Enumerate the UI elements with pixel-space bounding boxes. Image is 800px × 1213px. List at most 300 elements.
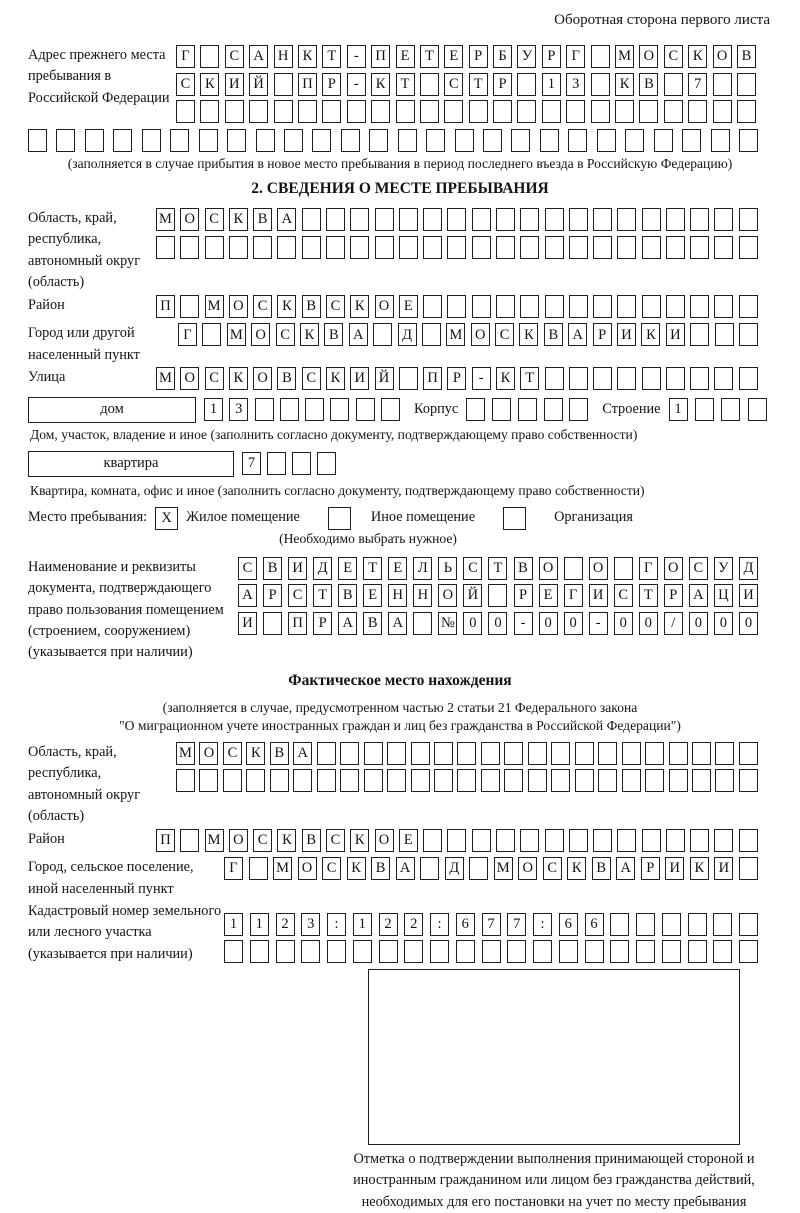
char-cell [364, 742, 383, 765]
char-cell: А [349, 323, 368, 346]
char-cell: 0 [639, 612, 658, 635]
char-cell [411, 769, 430, 792]
char-cell [625, 129, 644, 152]
char-cell: Д [445, 857, 464, 880]
char-cell [420, 73, 439, 96]
char-cell [347, 100, 366, 123]
char-cell [714, 295, 733, 318]
char-cell: П [423, 367, 442, 390]
char-row-doc-3 [238, 612, 758, 635]
char-cell [690, 236, 709, 259]
char-cell: Р [593, 323, 612, 346]
char-cell [669, 769, 688, 792]
char-cell [369, 129, 388, 152]
char-cell [430, 940, 449, 963]
char-cell [520, 236, 539, 259]
char-row-cadastre-1 [224, 913, 758, 936]
char-cell: А [238, 584, 257, 607]
char-cell [617, 829, 636, 852]
char-cell: Е [396, 45, 415, 68]
char-cell: С [176, 73, 195, 96]
char-cell [302, 236, 321, 259]
char-cell [493, 100, 512, 123]
char-cell [739, 367, 758, 390]
char-cell [250, 940, 269, 963]
char-cell: О [253, 367, 272, 390]
char-cell [340, 769, 359, 792]
char-cell: М [446, 323, 465, 346]
char-cell: С [253, 829, 272, 852]
char-cell [156, 236, 175, 259]
char-cell: 2 [276, 913, 295, 936]
char-cell [280, 398, 299, 421]
char-cell: К [519, 323, 538, 346]
char-cell [642, 829, 661, 852]
house-row [28, 397, 772, 423]
stay-type-checkbox-other [328, 507, 351, 530]
char-cell [364, 769, 383, 792]
char-cell: И [617, 323, 636, 346]
char-cell: В [639, 73, 658, 96]
actual-region-block [28, 742, 772, 828]
char-cell [447, 208, 466, 231]
char-cell: С [614, 584, 633, 607]
char-cell: 0 [564, 612, 583, 635]
section2-title: 2. СВЕДЕНИЯ О МЕСТЕ ПРЕБЫВАНИЯ [251, 180, 549, 197]
char-cell [444, 100, 463, 123]
char-cell [593, 367, 612, 390]
char-row-doc-2 [238, 584, 758, 607]
char-cell: 3 [229, 398, 248, 421]
char-cell [739, 940, 758, 963]
char-cell [301, 940, 320, 963]
char-cell: - [347, 73, 366, 96]
char-cell [520, 208, 539, 231]
char-cell [404, 940, 423, 963]
char-cell [422, 323, 441, 346]
char-cell [713, 913, 732, 936]
char-cell [545, 208, 564, 231]
char-cell: С [223, 742, 242, 765]
city-block [28, 323, 772, 366]
char-cell [492, 398, 511, 421]
char-cell: С [322, 857, 341, 880]
char-cell [246, 769, 265, 792]
char-cell [205, 236, 224, 259]
char-cell [598, 742, 617, 765]
char-cell [520, 295, 539, 318]
char-cell [645, 742, 664, 765]
doc-rights-label: Наименование и реквизиты документа, подтверждающего право пользования помещением (строением, сооружением) (указывается при наличии) [28, 558, 224, 661]
char-cell: Г [566, 45, 585, 68]
char-cell [434, 769, 453, 792]
char-cell: К [567, 857, 586, 880]
char-cell: А [338, 612, 357, 635]
char-cell: Р [469, 45, 488, 68]
char-cell: М [205, 829, 224, 852]
char-cell: 0 [539, 612, 558, 635]
char-cell: И [666, 323, 685, 346]
char-cell: В [592, 857, 611, 880]
char-cell [593, 208, 612, 231]
char-cell [305, 398, 324, 421]
char-row-prev-3 [176, 100, 756, 123]
char-cell [666, 829, 685, 852]
char-cell: К [277, 295, 296, 318]
char-cell [682, 129, 701, 152]
char-cell: К [347, 857, 366, 880]
char-cell [274, 100, 293, 123]
char-cell [690, 295, 709, 318]
char-cell [569, 295, 588, 318]
char-cell: К [350, 829, 369, 852]
char-cell [469, 857, 488, 880]
char-cell [517, 73, 536, 96]
char-cell [381, 398, 400, 421]
char-cell [426, 129, 445, 152]
char-cell: К [350, 295, 369, 318]
char-cell: И [225, 73, 244, 96]
char-cell: П [156, 295, 175, 318]
char-cell [447, 829, 466, 852]
char-cell: 6 [559, 913, 578, 936]
actual-location-title: Фактическое место нахождения [288, 671, 512, 689]
char-cell: С [463, 557, 482, 580]
char-cell: 1 [669, 398, 688, 421]
char-cell: И [739, 584, 758, 607]
char-cell [662, 913, 681, 936]
char-cell: - [347, 45, 366, 68]
char-cell [302, 208, 321, 231]
char-cell: Т [488, 557, 507, 580]
char-cell [200, 100, 219, 123]
char-cell [293, 769, 312, 792]
char-cell: М [615, 45, 634, 68]
char-cell: К [615, 73, 634, 96]
char-cell [715, 323, 734, 346]
char-row-house [204, 398, 400, 421]
char-cell [642, 295, 661, 318]
char-row-actual-city [224, 857, 758, 880]
char-cell [496, 208, 515, 231]
char-cell [666, 367, 685, 390]
char-cell [481, 742, 500, 765]
char-cell: К [277, 829, 296, 852]
char-cell: О [199, 742, 218, 765]
char-cell [642, 367, 661, 390]
char-cell: С [205, 208, 224, 231]
char-cell: К [326, 367, 345, 390]
char-cell: А [293, 742, 312, 765]
char-cell [227, 129, 246, 152]
char-cell: С [225, 45, 244, 68]
char-cell: О [180, 367, 199, 390]
char-cell: К [496, 367, 515, 390]
char-cell [636, 940, 655, 963]
char-cell [170, 129, 189, 152]
char-cell [496, 295, 515, 318]
char-cell [739, 323, 758, 346]
char-cell: 1 [204, 398, 223, 421]
char-cell: : [430, 913, 449, 936]
char-cell: М [156, 208, 175, 231]
char-cell: Ь [438, 557, 457, 580]
char-cell [617, 208, 636, 231]
char-cell: 0 [463, 612, 482, 635]
char-cell [340, 742, 359, 765]
char-cell: С [495, 323, 514, 346]
char-cell [528, 742, 547, 765]
char-cell [199, 129, 218, 152]
char-cell [713, 73, 732, 96]
char-cell [690, 829, 709, 852]
char-cell [518, 398, 537, 421]
char-cell: Р [664, 584, 683, 607]
char-cell [569, 236, 588, 259]
char-cell: Г [564, 584, 583, 607]
char-cell [341, 129, 360, 152]
char-cell: Е [539, 584, 558, 607]
char-cell [569, 398, 588, 421]
char-cell: В [338, 584, 357, 607]
char-cell: О [639, 45, 658, 68]
char-cell [551, 742, 570, 765]
char-cell [739, 913, 758, 936]
char-cell: М [227, 323, 246, 346]
char-cell [488, 584, 507, 607]
char-cell [715, 769, 734, 792]
char-cell: Г [639, 557, 658, 580]
char-cell: 6 [456, 913, 475, 936]
char-cell: К [688, 45, 707, 68]
char-cell [330, 398, 349, 421]
char-cell [398, 129, 417, 152]
char-cell [411, 742, 430, 765]
char-cell [472, 295, 491, 318]
char-cell [423, 295, 442, 318]
char-cell [575, 742, 594, 765]
char-cell [664, 100, 683, 123]
char-cell: О [589, 557, 608, 580]
char-cell [447, 236, 466, 259]
char-cell [695, 398, 714, 421]
char-row-city [178, 323, 758, 346]
char-cell [457, 769, 476, 792]
char-cell [142, 129, 161, 152]
char-cell: : [533, 913, 552, 936]
char-cell [113, 129, 132, 152]
char-cell [176, 769, 195, 792]
district-label: Район [28, 296, 65, 313]
stay-type-row [28, 507, 772, 530]
char-cell [591, 73, 610, 96]
char-cell [375, 236, 394, 259]
char-cell [566, 100, 585, 123]
char-cell [274, 73, 293, 96]
char-cell [542, 100, 561, 123]
char-cell: О [298, 857, 317, 880]
char-cell: Д [398, 323, 417, 346]
char-cell: Т [520, 367, 539, 390]
char-cell: № [438, 612, 457, 635]
char-cell: Е [363, 584, 382, 607]
char-cell [387, 769, 406, 792]
char-cell: О [229, 295, 248, 318]
char-cell [420, 857, 439, 880]
char-cell [739, 769, 758, 792]
char-cell: 1 [224, 913, 243, 936]
char-cell [737, 73, 756, 96]
char-row-flat [242, 452, 336, 475]
char-row-cadastre-2 [224, 940, 758, 963]
char-cell [371, 100, 390, 123]
char-cell: / [664, 612, 683, 635]
char-cell [610, 913, 629, 936]
char-cell [375, 208, 394, 231]
char-cell [520, 829, 539, 852]
stay-type-note: (Необходимо выбрать нужное) [279, 530, 457, 546]
char-row-prev-4 [28, 129, 758, 152]
stay-type-checkbox-organization [503, 507, 526, 530]
char-cell [249, 100, 268, 123]
registration-mark-box [368, 969, 740, 1145]
char-cell: Г [224, 857, 243, 880]
char-cell [739, 829, 758, 852]
flat-box-label: квартира [28, 451, 234, 477]
stay-type-option-residential: Жилое помещение [186, 509, 300, 526]
char-cell: В [544, 323, 563, 346]
char-cell: Т [420, 45, 439, 68]
char-cell: В [363, 612, 382, 635]
char-cell: Т [363, 557, 382, 580]
char-cell [645, 769, 664, 792]
char-row-prev-1 [176, 45, 756, 68]
char-cell [545, 295, 564, 318]
char-cell [564, 557, 583, 580]
char-cell [714, 367, 733, 390]
char-cell [373, 323, 392, 346]
char-cell [469, 100, 488, 123]
char-cell: В [277, 367, 296, 390]
char-cell: М [494, 857, 513, 880]
korpus-label: Корпус [414, 400, 459, 417]
char-cell: М [205, 295, 224, 318]
char-cell [568, 129, 587, 152]
char-cell [85, 129, 104, 152]
char-cell: О [180, 208, 199, 231]
char-cell: 6 [585, 913, 604, 936]
char-cell [622, 769, 641, 792]
char-cell: П [298, 73, 317, 96]
char-cell [292, 452, 311, 475]
char-cell: С [664, 45, 683, 68]
char-cell [748, 398, 767, 421]
char-cell: О [664, 557, 683, 580]
char-cell [56, 129, 75, 152]
char-cell [326, 236, 345, 259]
char-cell [690, 367, 709, 390]
char-cell [597, 129, 616, 152]
char-cell: В [263, 557, 282, 580]
char-cell: Т [322, 45, 341, 68]
char-cell: Е [399, 295, 418, 318]
char-cell [545, 829, 564, 852]
char-cell [617, 236, 636, 259]
char-cell: К [371, 73, 390, 96]
char-cell: Н [274, 45, 293, 68]
char-cell [545, 367, 564, 390]
char-cell: 0 [739, 612, 758, 635]
char-cell: Т [639, 584, 658, 607]
char-cell: С [253, 295, 272, 318]
char-cell [545, 236, 564, 259]
char-cell [610, 940, 629, 963]
char-cell [559, 940, 578, 963]
char-cell: А [396, 857, 415, 880]
char-cell: М [273, 857, 292, 880]
char-cell [423, 236, 442, 259]
char-cell: П [288, 612, 307, 635]
char-cell [711, 129, 730, 152]
char-cell [277, 236, 296, 259]
char-cell: А [249, 45, 268, 68]
actual-location-note-1: (заполняется в случае, предусмотренном частью 2 статьи 21 Федерального закона [162, 699, 638, 715]
char-cell [642, 236, 661, 259]
prev-address-note: (заполняется в случае прибытия в новое место пребывания в период последнего въезда в Российскую Федерацию) [67, 156, 733, 171]
region-block [28, 208, 772, 294]
char-row-region-1 [156, 208, 758, 231]
char-cell: Й [249, 73, 268, 96]
char-cell: 0 [488, 612, 507, 635]
char-cell [692, 742, 711, 765]
char-cell: 0 [614, 612, 633, 635]
char-cell [569, 367, 588, 390]
char-cell [739, 857, 758, 880]
char-cell: 1 [542, 73, 561, 96]
cadastre-label: Кадастровый номер земельного или лесного участка (указывается при наличии) [28, 902, 222, 962]
house-note: Дом, участок, владение и иное (заполнить согласно документу, подтверждающему право собственности) [30, 426, 638, 442]
char-cell [455, 129, 474, 152]
char-cell: Е [399, 829, 418, 852]
char-cell [569, 208, 588, 231]
char-cell: С [444, 73, 463, 96]
char-cell [713, 940, 732, 963]
char-cell: В [324, 323, 343, 346]
char-cell: В [371, 857, 390, 880]
char-cell: О [471, 323, 490, 346]
char-cell [622, 742, 641, 765]
char-cell: Е [444, 45, 463, 68]
char-cell: К [298, 45, 317, 68]
city-label: Город или другой населенный пункт [28, 325, 140, 363]
char-cell: С [288, 584, 307, 607]
char-cell [472, 829, 491, 852]
char-cell [533, 940, 552, 963]
char-cell [739, 236, 758, 259]
char-cell: Й [375, 367, 394, 390]
char-cell: 3 [301, 913, 320, 936]
char-cell [413, 612, 432, 635]
actual-region-label: Область, край, республика, автономный округ (область) [28, 743, 141, 825]
char-cell [593, 295, 612, 318]
char-cell: Н [413, 584, 432, 607]
prev-address-label: Адрес прежнего места пребывания в Российской Федерации [28, 47, 170, 106]
char-cell: - [514, 612, 533, 635]
char-cell: Р [447, 367, 466, 390]
char-cell [690, 323, 709, 346]
char-cell [298, 100, 317, 123]
char-cell: О [375, 829, 394, 852]
